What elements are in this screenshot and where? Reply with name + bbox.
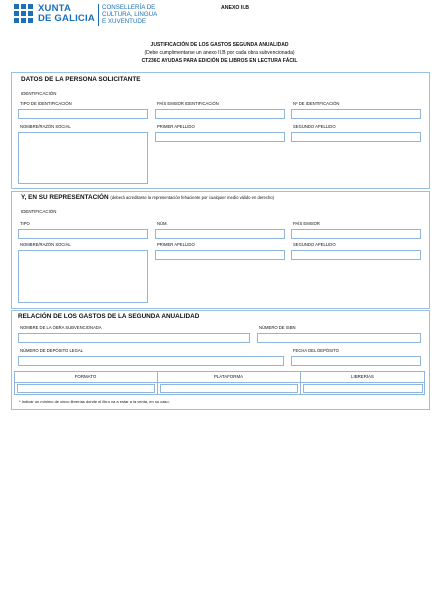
representative-section-title — [21, 194, 274, 201]
id-country-input[interactable] — [155, 109, 285, 119]
format-cell-input[interactable] — [17, 384, 155, 393]
title-line3: CT236C AYUDAS PARA EDICIÓN DE LIBROS EN LECTURA FÁCIL — [141, 58, 298, 64]
logo-divider — [98, 4, 99, 26]
deposit-date-label: FECHA DEL DEPÓSITO — [293, 348, 339, 353]
rep-surname1-input[interactable] — [155, 250, 285, 260]
applicant-identification-heading: IDENTIFICACIÓN — [21, 91, 57, 96]
bookstores-cell-input[interactable] — [303, 384, 423, 393]
rep-country-input[interactable] — [291, 229, 421, 239]
rep-surname1-label: PRIMER APELLIDO — [157, 242, 195, 247]
dept-line1: CONSELLERÍA DE — [102, 4, 156, 11]
work-name-label: NOMBRE DE LA OBRA SUBVENCIONADA — [20, 325, 102, 330]
rep-surname2-input[interactable] — [291, 250, 421, 260]
table-header-divider — [14, 382, 425, 383]
title-line1: JUSTIFICACIÓN DE LOS GASTOS SEGUNDA ANUALIDAD — [150, 42, 289, 48]
id-type-label: TIPO DE IDENTIFICACIÓN — [20, 101, 72, 106]
org-name — [38, 4, 95, 24]
deposit-date-input[interactable] — [291, 356, 421, 366]
id-number-input[interactable] — [291, 109, 421, 119]
platform-cell-input[interactable] — [160, 384, 298, 393]
applicant-section-title: DATOS DE LA PERSONA SOLICITANTE — [21, 76, 141, 83]
applicant-name-input[interactable] — [18, 132, 148, 184]
bookstores-footnote: * Indicar un mínimo de cinco librerías donde el libro va a estar a la venta, en su caso. — [19, 399, 170, 404]
rep-type-input[interactable] — [18, 229, 148, 239]
dept-line2: CULTURA, LINGUA — [102, 11, 158, 18]
applicant-surname2-label: SEGUNDO APELLIDO — [293, 124, 336, 129]
rep-num-input[interactable] — [155, 229, 285, 239]
legal-deposit-input[interactable] — [18, 356, 284, 366]
id-number-label: Nº DE IDENTIFICACIÓN — [293, 101, 340, 106]
applicant-surname2-input[interactable] — [291, 132, 421, 142]
id-country-label: PAÍS EMISOR IDENTIFICACIÓN — [157, 101, 219, 106]
isbn-input[interactable] — [257, 333, 421, 343]
xunta-logo — [14, 4, 174, 30]
dept-line3: E XUVENTUDE — [102, 18, 147, 25]
expenses-section-title: RELACIÓN DE LOS GASTOS DE LA SEGUNDA ANUALIDAD — [18, 313, 200, 320]
representative-title-text: Y, EN SU REPRESENTACIÓN — [21, 194, 109, 201]
representative-note: (deberá acreditarse la representación fehaciente por cualquier medio válido en derecho) — [110, 195, 275, 200]
id-type-input[interactable] — [18, 109, 148, 119]
org-name-line1: XUNTA — [38, 3, 72, 14]
isbn-label: NÚMERO DE ISBN — [259, 325, 296, 330]
rep-name-label: NOMBRE/RAZÓN SOCIAL — [20, 242, 71, 247]
col-header-format: FORMATO — [74, 374, 97, 379]
xunta-emblem-icon — [14, 4, 34, 24]
rep-num-label: NÚM. — [157, 221, 168, 226]
applicant-name-label: NOMBRE/RAZÓN SOCIAL — [20, 124, 71, 129]
applicant-surname1-input[interactable] — [155, 132, 285, 142]
work-name-input[interactable] — [18, 333, 250, 343]
department-name — [102, 4, 157, 25]
rep-country-label: PAÍS EMISOR — [293, 221, 320, 226]
representative-identification-heading: IDENTIFICACIÓN — [21, 209, 57, 214]
rep-type-label: TIPO — [20, 221, 30, 226]
title-line2: (Debe cumplimentarse un anexo II.B por cada obra subvencionada) — [144, 50, 295, 56]
rep-name-input[interactable] — [18, 250, 148, 303]
applicant-surname1-label: PRIMER APELLIDO — [157, 124, 195, 129]
rep-surname2-label: SEGUNDO APELLIDO — [293, 242, 336, 247]
annex-label: ANEXO II.B — [221, 5, 249, 11]
legal-deposit-label: NÚMERO DE DEPÓSITO LEGAL — [20, 348, 83, 353]
document-title — [0, 41, 439, 65]
col-header-platform: PLATAFORMA — [213, 374, 244, 379]
org-name-line2: DE GALICIA — [38, 13, 95, 24]
col-header-bookstores: LIBRERÍAS — [351, 374, 374, 379]
